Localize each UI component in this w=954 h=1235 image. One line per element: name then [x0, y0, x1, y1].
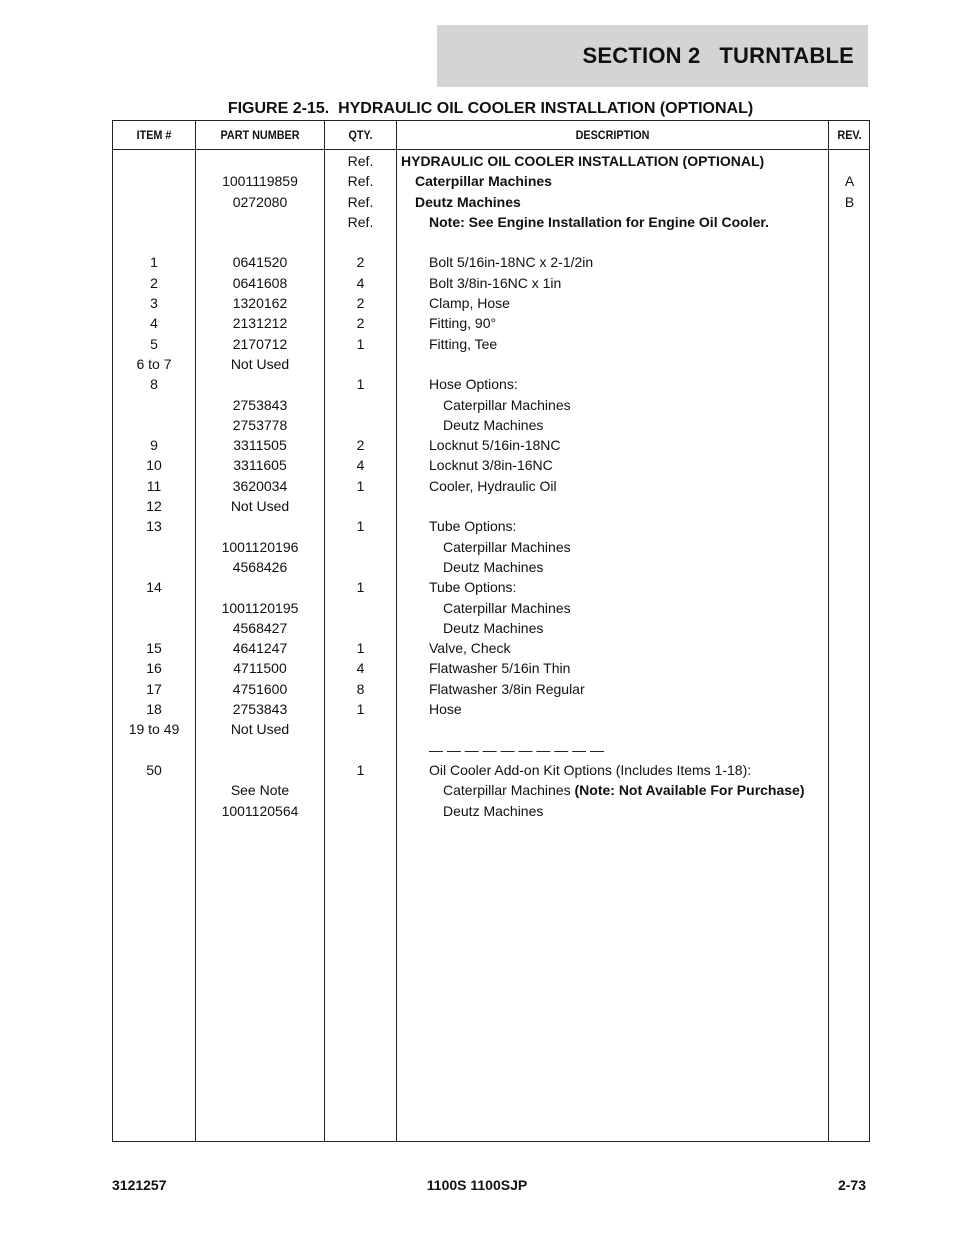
- table-row: [113, 252, 869, 272]
- table-row: [113, 212, 869, 232]
- qty-cell: 1: [356, 518, 365, 535]
- description-cell: Deutz Machines: [443, 558, 544, 575]
- description-cell: Caterpillar Machines: [415, 173, 552, 190]
- part-number-cell: 3311505: [233, 437, 287, 454]
- description-cell: Valve, Check: [429, 640, 511, 657]
- description-cell: Deutz Machines: [443, 802, 544, 819]
- description-cell: Caterpillar Machines: [443, 396, 571, 413]
- part-number-cell: 4711500: [233, 660, 287, 677]
- table-row: [113, 192, 869, 212]
- description-cell: Oil Cooler Add-on Kit Options (Includes Items 1-18):: [429, 761, 752, 778]
- part-number-cell: 2753843: [232, 396, 288, 413]
- description-cell: Flatwasher 3/8in Regular: [429, 680, 585, 697]
- figure-title: FIGURE 2-15. HYDRAULIC OIL COOLER INSTALLATION (OPTIONAL): [227, 100, 754, 117]
- qty-cell: 8: [356, 680, 365, 697]
- table-row: [113, 395, 869, 415]
- part-number-cell: 2753778: [232, 416, 288, 433]
- item-cell: 50: [146, 761, 162, 778]
- qty-cell: 1: [356, 640, 365, 657]
- part-number-cell: 0272080: [232, 193, 288, 210]
- part-number-cell: See Note: [230, 782, 290, 799]
- description-cell: [443, 780, 805, 800]
- section-header-box: [437, 25, 868, 87]
- item-cell: 6 to 7: [136, 355, 172, 372]
- table-row: [113, 780, 869, 800]
- qty-cell: Ref.: [347, 213, 374, 230]
- qty-cell: 1: [356, 701, 365, 718]
- description-cell: Fitting, 90°: [429, 315, 497, 332]
- table-row: [113, 679, 869, 699]
- description-cell: Cooler, Hydraulic Oil: [429, 477, 557, 494]
- item-cell: 4: [150, 315, 158, 332]
- description-note: (Note: Not Available For Purchase): [574, 782, 805, 799]
- description-cell: Bolt 3/8in-16NC x 1in: [429, 274, 562, 291]
- part-number-cell: 4751600: [232, 680, 288, 697]
- item-cell: 19 to 49: [128, 721, 180, 738]
- table-row: [113, 577, 869, 597]
- description-cell: Flatwasher 5/16in Thin: [429, 660, 571, 677]
- item-cell: 1: [150, 254, 158, 271]
- table-row: [113, 293, 869, 313]
- description-cell: Note: See Engine Installation for Engine Oil Cooler.: [429, 213, 769, 230]
- part-number-cell: 4568426: [232, 558, 288, 575]
- footer-page-number: 2-73: [837, 1177, 866, 1193]
- table-row: [113, 415, 869, 435]
- table-row: [113, 516, 869, 536]
- qty-cell: 1: [356, 335, 365, 352]
- rev-cell: B: [844, 193, 855, 210]
- item-cell: 13: [146, 518, 162, 535]
- section-title: SECTION 2 TURNTABLE: [582, 43, 854, 68]
- item-cell: 3: [150, 295, 158, 312]
- item-cell: 15: [146, 640, 162, 657]
- table-row: [113, 313, 869, 333]
- item-cell: 18: [146, 701, 162, 718]
- part-number-cell: 1001120564: [221, 802, 299, 819]
- footer-model: 1100S 1100SJP: [426, 1177, 528, 1193]
- item-cell: 17: [146, 680, 162, 697]
- description-cell: Tube Options:: [429, 579, 517, 596]
- description-cell: Bolt 5/16in-18NC x 2-1/2in: [429, 254, 594, 271]
- part-number-cell: 0641608: [232, 274, 288, 291]
- table-row: [113, 455, 869, 475]
- table-row: [113, 598, 869, 618]
- part-number-cell: 3311605: [233, 457, 287, 474]
- header-rev: REV.: [837, 128, 862, 142]
- part-number-cell: 2131212: [232, 315, 288, 332]
- qty-cell: 1: [356, 761, 365, 778]
- table-row: [113, 334, 869, 354]
- header-qty: QTY.: [348, 128, 373, 142]
- description-cell: Deutz Machines: [443, 416, 544, 433]
- parts-table: [112, 120, 870, 1142]
- part-number-cell: 4568427: [232, 619, 288, 636]
- table-row: [113, 699, 869, 719]
- part-number-cell: Not Used: [230, 721, 290, 738]
- table-row: [113, 151, 869, 171]
- table-row: [113, 171, 869, 191]
- qty-cell: 2: [356, 254, 365, 271]
- item-cell: 2: [150, 274, 158, 291]
- header-part-number: PART NUMBER: [220, 128, 300, 142]
- table-row: [113, 273, 869, 293]
- table-row: [113, 435, 869, 455]
- table-row: [113, 719, 869, 739]
- qty-cell: 2: [356, 295, 365, 312]
- table-row: [113, 537, 869, 557]
- table-row: [113, 557, 869, 577]
- table-row: [113, 638, 869, 658]
- item-cell: 16: [146, 660, 162, 677]
- qty-cell: 4: [356, 660, 365, 677]
- description-cell: — — — — — — — — — —: [429, 741, 605, 758]
- part-number-cell: 2753843: [232, 701, 288, 718]
- header-description: DESCRIPTION: [575, 128, 650, 142]
- table-body: [113, 151, 869, 821]
- part-number-cell: 4641247: [232, 640, 288, 657]
- qty-cell: 1: [356, 579, 365, 596]
- qty-cell: 1: [356, 477, 365, 494]
- table-row: [113, 618, 869, 638]
- part-number-cell: 0641520: [232, 254, 288, 271]
- part-number-cell: 2170712: [232, 335, 288, 352]
- header-item: ITEM #: [136, 128, 172, 142]
- table-row: [113, 354, 869, 374]
- description-cell: Hose: [429, 701, 462, 718]
- footer-document-number: 3121257: [112, 1177, 167, 1193]
- qty-cell: 4: [356, 457, 365, 474]
- item-cell: 8: [150, 376, 158, 393]
- rev-cell: A: [844, 173, 855, 190]
- description-cell: Fitting, Tee: [429, 335, 498, 352]
- part-number-cell: 1001119859: [222, 173, 298, 190]
- item-cell: 10: [146, 457, 162, 474]
- qty-cell: Ref.: [347, 193, 374, 210]
- description-cell: Hose Options:: [429, 376, 518, 393]
- item-cell: 12: [146, 498, 162, 515]
- part-number-cell: Not Used: [230, 355, 290, 372]
- item-cell: 5: [150, 335, 158, 352]
- table-row: [113, 740, 869, 760]
- item-cell: 9: [150, 437, 158, 454]
- part-number-cell: 1001120195: [221, 599, 299, 616]
- part-number-cell: 1320162: [232, 295, 288, 312]
- table-row: [113, 658, 869, 678]
- table-row: [113, 801, 869, 821]
- description-cell: Clamp, Hose: [429, 295, 510, 312]
- item-cell: 11: [146, 477, 162, 494]
- description-cell: Deutz Machines: [415, 193, 521, 210]
- table-header: [113, 121, 869, 150]
- part-number-cell: Not Used: [230, 498, 290, 515]
- description-cell: Caterpillar Machines: [443, 599, 571, 616]
- part-number-cell: 1001120196: [221, 538, 299, 555]
- description-cell: HYDRAULIC OIL COOLER INSTALLATION (OPTIONAL): [401, 153, 765, 169]
- qty-cell: 4: [356, 274, 365, 291]
- qty-cell: 1: [356, 376, 365, 393]
- item-cell: 14: [146, 579, 162, 596]
- qty-cell: 2: [356, 315, 365, 332]
- description-cell: Locknut 3/8in-16NC: [429, 457, 553, 474]
- description-cell: Tube Options:: [429, 518, 517, 535]
- qty-cell: Ref.: [347, 153, 374, 169]
- qty-cell: Ref.: [347, 173, 374, 190]
- table-row: [113, 374, 869, 394]
- description-cell: Locknut 5/16in-18NC: [429, 437, 561, 454]
- table-row: [113, 476, 869, 496]
- table-row: [113, 232, 869, 252]
- description-cell: Caterpillar Machines: [443, 538, 571, 555]
- description-cell: Deutz Machines: [443, 619, 544, 636]
- qty-cell: 2: [356, 437, 365, 454]
- description-text: Caterpillar Machines: [443, 782, 575, 799]
- table-row: [113, 760, 869, 780]
- part-number-cell: 3620034: [232, 477, 288, 494]
- table-row: [113, 496, 869, 516]
